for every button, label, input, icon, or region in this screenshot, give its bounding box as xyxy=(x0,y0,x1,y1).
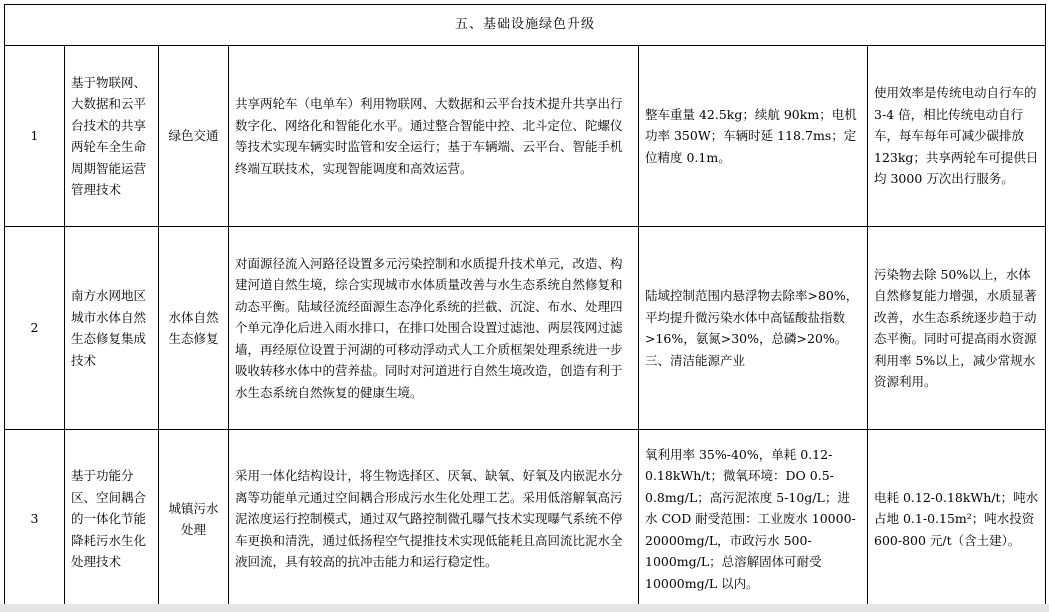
table-row xyxy=(5,430,1046,609)
technology-description: 共享两轮车（电单车）利用物联网、大数据和云平台技术提升共享出行数字化、网络化和智能化水平。通过整合智能中控、北斗定位、陀螺仪等技术实现车辆实时监管和安全运行；基于车辆端、云平台、智能手机终端互联技术，实现智能调度和高效运营。 xyxy=(229,46,639,227)
category: 绿色交通 xyxy=(159,46,229,227)
table-row xyxy=(5,46,1046,227)
technology-description: 采用一体化结构设计，将生物选择区、厌氧、缺氧、好氧及内嵌泥水分离等功能单元通过空间耦合形成污水生化处理工艺。采用低溶解氧高污泥浓度运行控制模式，通过双气路控制微孔曝气技术实现曝气系统不停车更换和清洗，通过低扬程空气提推技术实现低能耗且高回流比泥水全液回流，具有较高的抗冲击能力和运行稳定性。 xyxy=(229,430,639,609)
table-row xyxy=(5,227,1046,430)
technical-parameters: 整车重量 42.5kg；续航 90km；电机功率 350W；车辆时延 118.7ms；定位精度 0.1m。 xyxy=(639,46,868,227)
row-number: 2 xyxy=(5,227,65,430)
row-number: 1 xyxy=(5,46,65,227)
row-number: 3 xyxy=(5,430,65,609)
window-bottom-edge xyxy=(0,604,1049,612)
technology-name: 基于物联网、大数据和云平台技术的共享两轮车全生命周期智能运营管理技术 xyxy=(65,46,159,227)
technology-description: 对面源径流入河路径设置多元污染控制和水质提升技术单元，改造、构建河道自然生境，综合实现城市水体质量改善与水生态系统自然修复和动态平衡。陆域径流经面源生态净化系统的拦截、沉淀、布水、处理四个单元净化后进入雨水排口，在排口处围合设置过滤池、两层筏网过滤墙，再经原位设置于河湖的可移动浮动式人工介质框架处理系统进一步吸收转移水体中的营养盐。同时对河道进行自然生境改造，创造有利于水生态系统自然恢复的健康生境。 xyxy=(229,227,639,430)
table-title: 五、基础设施绿色升级 xyxy=(5,5,1046,46)
technical-parameters: 氧利用率 35%-40%，单耗 0.12-0.18kWh/t；微氧环境：DO 0.5-0.8mg/L；高污泥浓度 5-10g/L；进水 COD 耐受范围：工业废水 10000-20000mg/L，市政污水 500-1000mg/L；总溶解固体可耐受 10000mg/L 以内。 xyxy=(639,430,868,609)
benefits: 电耗 0.12-0.18kWh/t；吨水占地 0.1-0.15m²；吨水投资 600-800 元/t（含土建）。 xyxy=(868,430,1046,609)
technology-name: 南方水网地区城市水体自然生态修复集成技术 xyxy=(65,227,159,430)
technical-parameters: 陆域控制范围内悬浮物去除率>80%，平均提升微污染水体中高锰酸盐指数>16%，氨氮>30%，总磷>20%。三、清洁能源产业 xyxy=(639,227,868,430)
category: 水体自然生态修复 xyxy=(159,227,229,430)
technology-name: 基于功能分区、空间耦合的一体化节能降耗污水生化处理技术 xyxy=(65,430,159,609)
category: 城镇污水处理 xyxy=(159,430,229,609)
infrastructure-green-upgrade-table xyxy=(4,4,1046,609)
benefits: 使用效率是传统电动自行车的 3-4 倍，相比传统电动自行车，每车每年可减少碳排放 123kg；共享两轮车可提供日均 3000 万次出行服务。 xyxy=(868,46,1046,227)
benefits: 污染物去除 50%以上，水体自然修复能力增强，水质显著改善，水生态系统逐步趋于动态平衡。同时可提高雨水资源利用率 5%以上，减少常规水资源利用。 xyxy=(868,227,1046,430)
